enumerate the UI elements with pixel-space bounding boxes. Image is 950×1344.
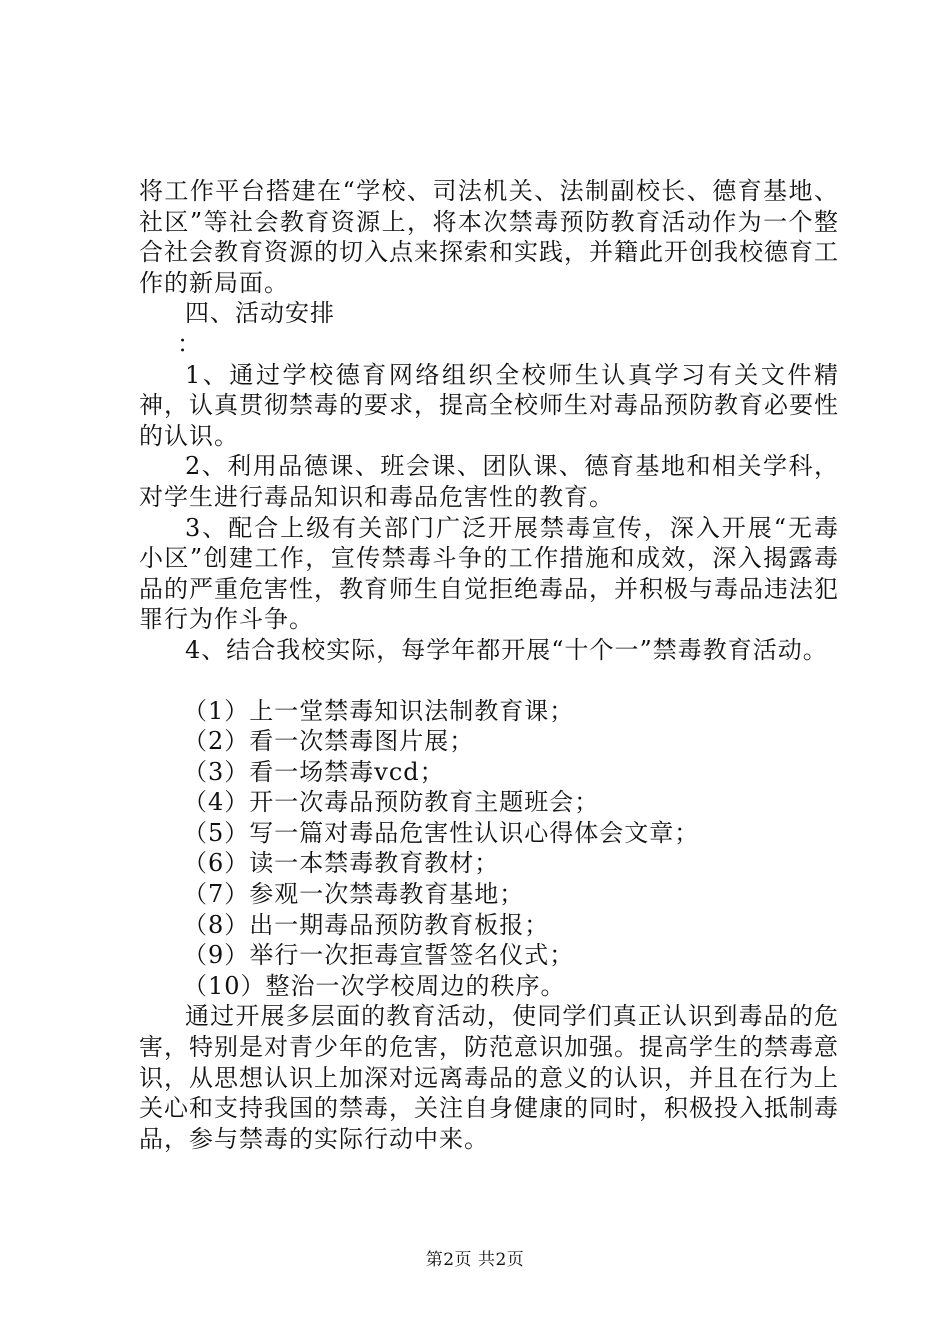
arrangement-item-1: 1、通过学校德育网络组织全校师生认真学习有关文件精神，认真贯彻禁毒的要求，提高全校师生对毒品预防教育必要性的认识。: [139, 360, 839, 450]
activity-item: （6）读一本禁毒教育教材；: [183, 849, 500, 878]
activity-item: （9）举行一次拒毒宣誓签名仪式；: [183, 941, 575, 970]
page-number-footer: 第2页 共2页: [425, 1250, 525, 1270]
arrangement-item-2: 2、利用品德课、班会课、团队课、德育基地和相关学科，对学生进行毒品知识和毒品危害性的教育。: [139, 452, 839, 511]
activity-item: （4）开一次毒品预防教育主题班会；: [183, 788, 600, 817]
activity-item: （1）上一堂禁毒知识法制教育课；: [183, 696, 575, 725]
activity-item: （3）看一场禁毒vcd；: [183, 757, 445, 786]
document-body: [139, 176, 839, 1154]
arrangement-item-4: 4、结合我校实际，每学年都开展“十个一”禁毒教育活动。: [185, 635, 828, 664]
activity-item: （8）出一期毒品预防教育板报；: [183, 910, 550, 939]
intro-paragraph: 将工作平台搭建在“学校、司法机关、法制副校长、德育基地、社区”等社会教育资源上，将本次禁毒预防教育活动作为一个整合社会教育资源的切入点来探索和实践，并籍此开创我校德育工作的新局面。: [139, 177, 839, 297]
activity-item: （5）写一篇对毒品危害性认识心得体会文章；: [183, 818, 700, 847]
activity-item: （2）看一次禁毒图片展；: [183, 727, 475, 756]
section-heading: 四、活动安排: [185, 299, 335, 328]
activity-item: （7）参观一次禁毒教育基地；: [183, 880, 525, 909]
conclusion-paragraph: 通过开展多层面的教育活动，使同学们真正认识到毒品的危害，特别是对青少年的危害，防范意识加强。提高学生的禁毒意识，从思想认识上加深对远离毒品的意义的认识，并且在行为上关心和支持我国的禁毒，关注自身健康的同时，积极投入抵制毒品，参与禁毒的实际行动中来。: [139, 1002, 839, 1153]
arrangement-item-3: 3、配合上级有关部门广泛开展禁毒宣传，深入开展“无毒小区”创建工作，宣传禁毒斗争的工作措施和成效，深入揭露毒品的严重危害性，教育师生自觉拒绝毒品，并积极与毒品违法犯罪行为作斗争。: [139, 513, 839, 634]
blank-line: [139, 666, 839, 696]
activity-item: （10）整治一次学校周边的秩序。: [183, 971, 566, 1000]
section-colon: ：: [177, 329, 202, 358]
